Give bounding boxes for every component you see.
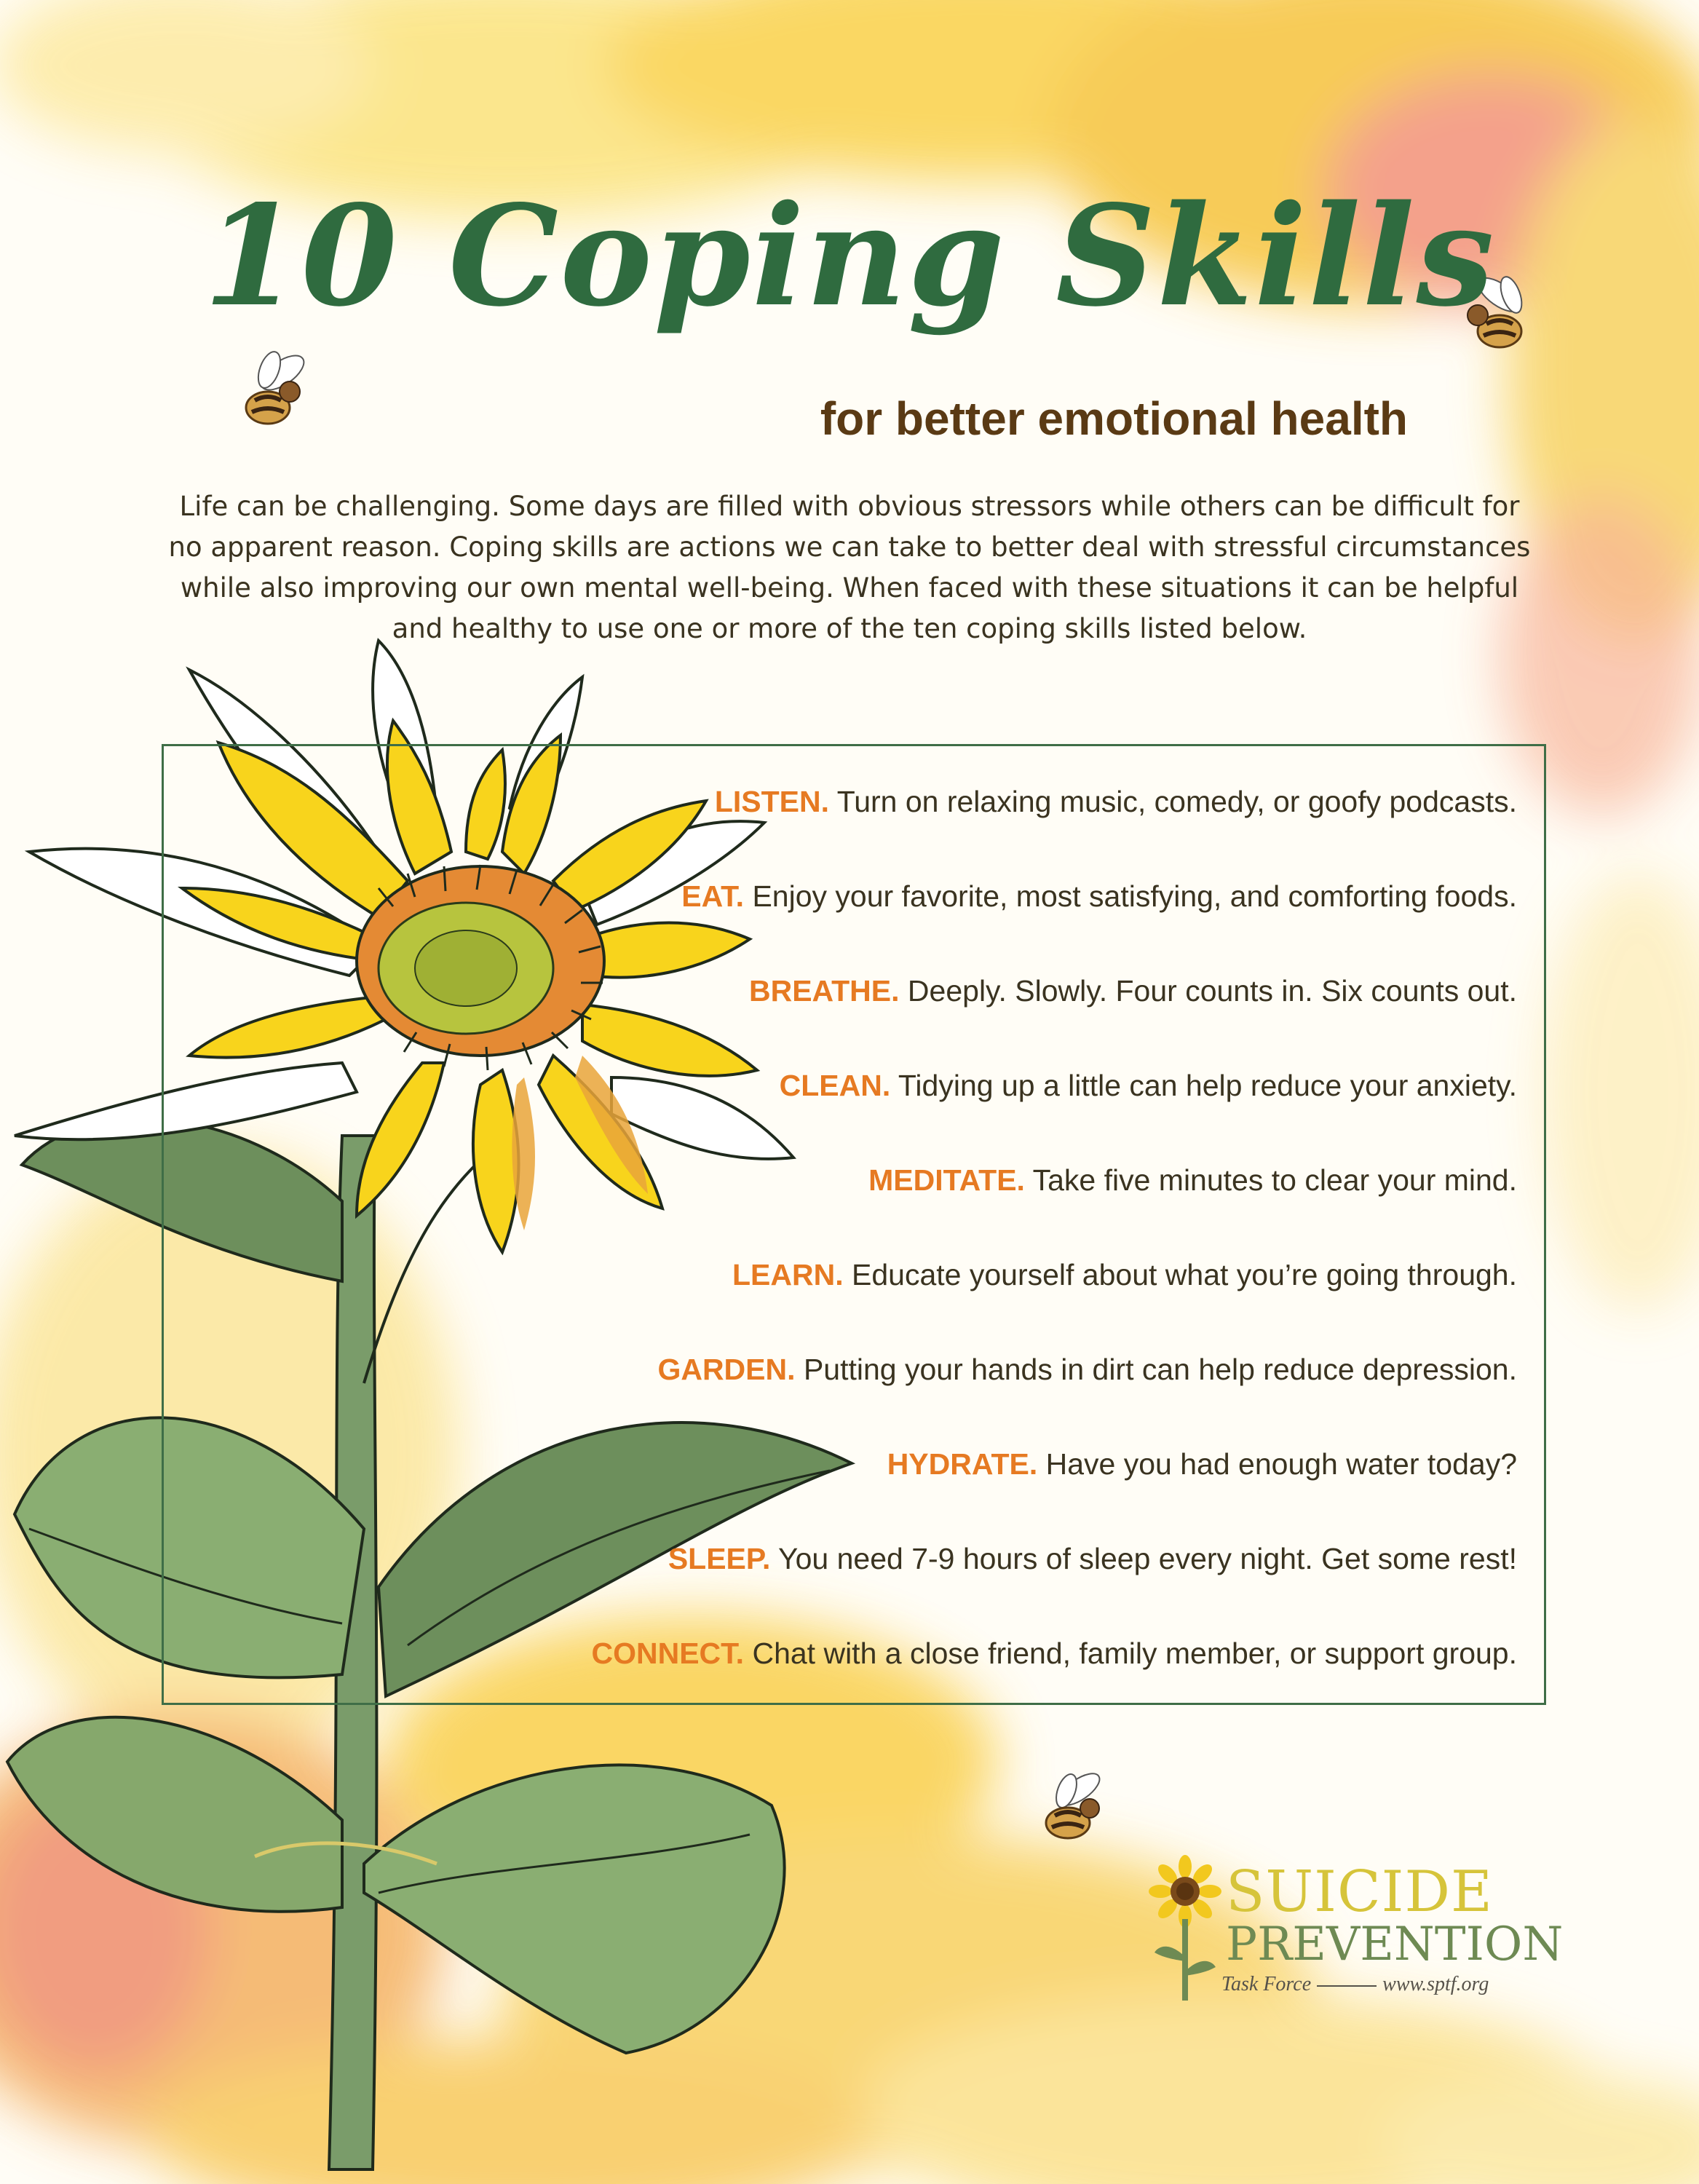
organization-logo [1149,1855,1564,2008]
bee-icon [1023,1769,1117,1849]
list-item [591,1447,1517,1542]
logo-wordmark-bottom: PREVENTION [1226,1918,1564,1971]
skill-name: LISTEN. [714,785,830,818]
skill-name: CLEAN. [779,1069,891,1102]
intro-paragraph: Life can be challenging. Some days are filled with obvious stressors while others can be difficult for no apparent reason. Coping skills are actions we can take to better deal with stressful circumstances while also improving our own mental well-being. When faced with these situations it can be helpful and healthy to use one or more of the ten coping skills listed below. [168,491,1531,644]
skill-name: HYDRATE. [887,1447,1038,1481]
skill-name: BREATHE. [748,974,900,1008]
sunflower-logo-icon [1149,1855,1221,2001]
skill-text: Educate yourself about what you’re going through. [852,1258,1517,1291]
list-item [591,1542,1517,1637]
skill-name: EAT. [681,879,745,913]
logo-divider-line [1317,1985,1377,1987]
skill-name: CONNECT. [591,1637,745,1670]
list-item [591,879,1517,974]
skill-text: Turn on relaxing music, comedy, or goofy podcasts. [836,785,1517,818]
page-subtitle: for better emotional health [820,392,1408,445]
list-item [591,1163,1517,1258]
logo-wordmark-top: SUICIDE [1226,1859,1493,1925]
logo-task-force: Task Force [1221,1973,1312,1995]
list-item [591,785,1517,879]
logo-url[interactable]: www.sptf.org [1382,1973,1489,1995]
skill-name: MEDITATE. [868,1163,1025,1197]
list-item [591,1258,1517,1353]
skill-text: You need 7-9 hours of sleep every night. Get some rest! [778,1542,1517,1575]
skill-name: LEARN. [732,1258,844,1291]
skill-text: Putting your hands in dirt can help reduce depression. [803,1353,1517,1386]
skill-text: Chat with a close friend, family member, or support group. [752,1637,1517,1670]
list-item [591,1353,1517,1447]
skill-text: Deeply. Slowly. Four counts in. Six counts out. [907,974,1517,1008]
skill-text: Enjoy your favorite, most satisfying, and comforting foods. [752,879,1517,913]
page-title: 10 Coping Skills [203,175,1496,337]
skill-name: SLEEP. [668,1542,771,1575]
skills-list [591,785,1517,1731]
list-item [591,974,1517,1069]
logo-tagline [1221,1973,1489,1996]
bee-icon [226,349,320,437]
skill-text: Have you had enough water today? [1045,1447,1517,1481]
skill-name: GARDEN. [657,1353,796,1386]
skill-text: Tidying up a little can help reduce your anxiety. [898,1069,1517,1102]
skill-text: Take five minutes to clear your mind. [1032,1163,1517,1197]
list-item [591,1069,1517,1163]
list-item [591,1637,1517,1731]
